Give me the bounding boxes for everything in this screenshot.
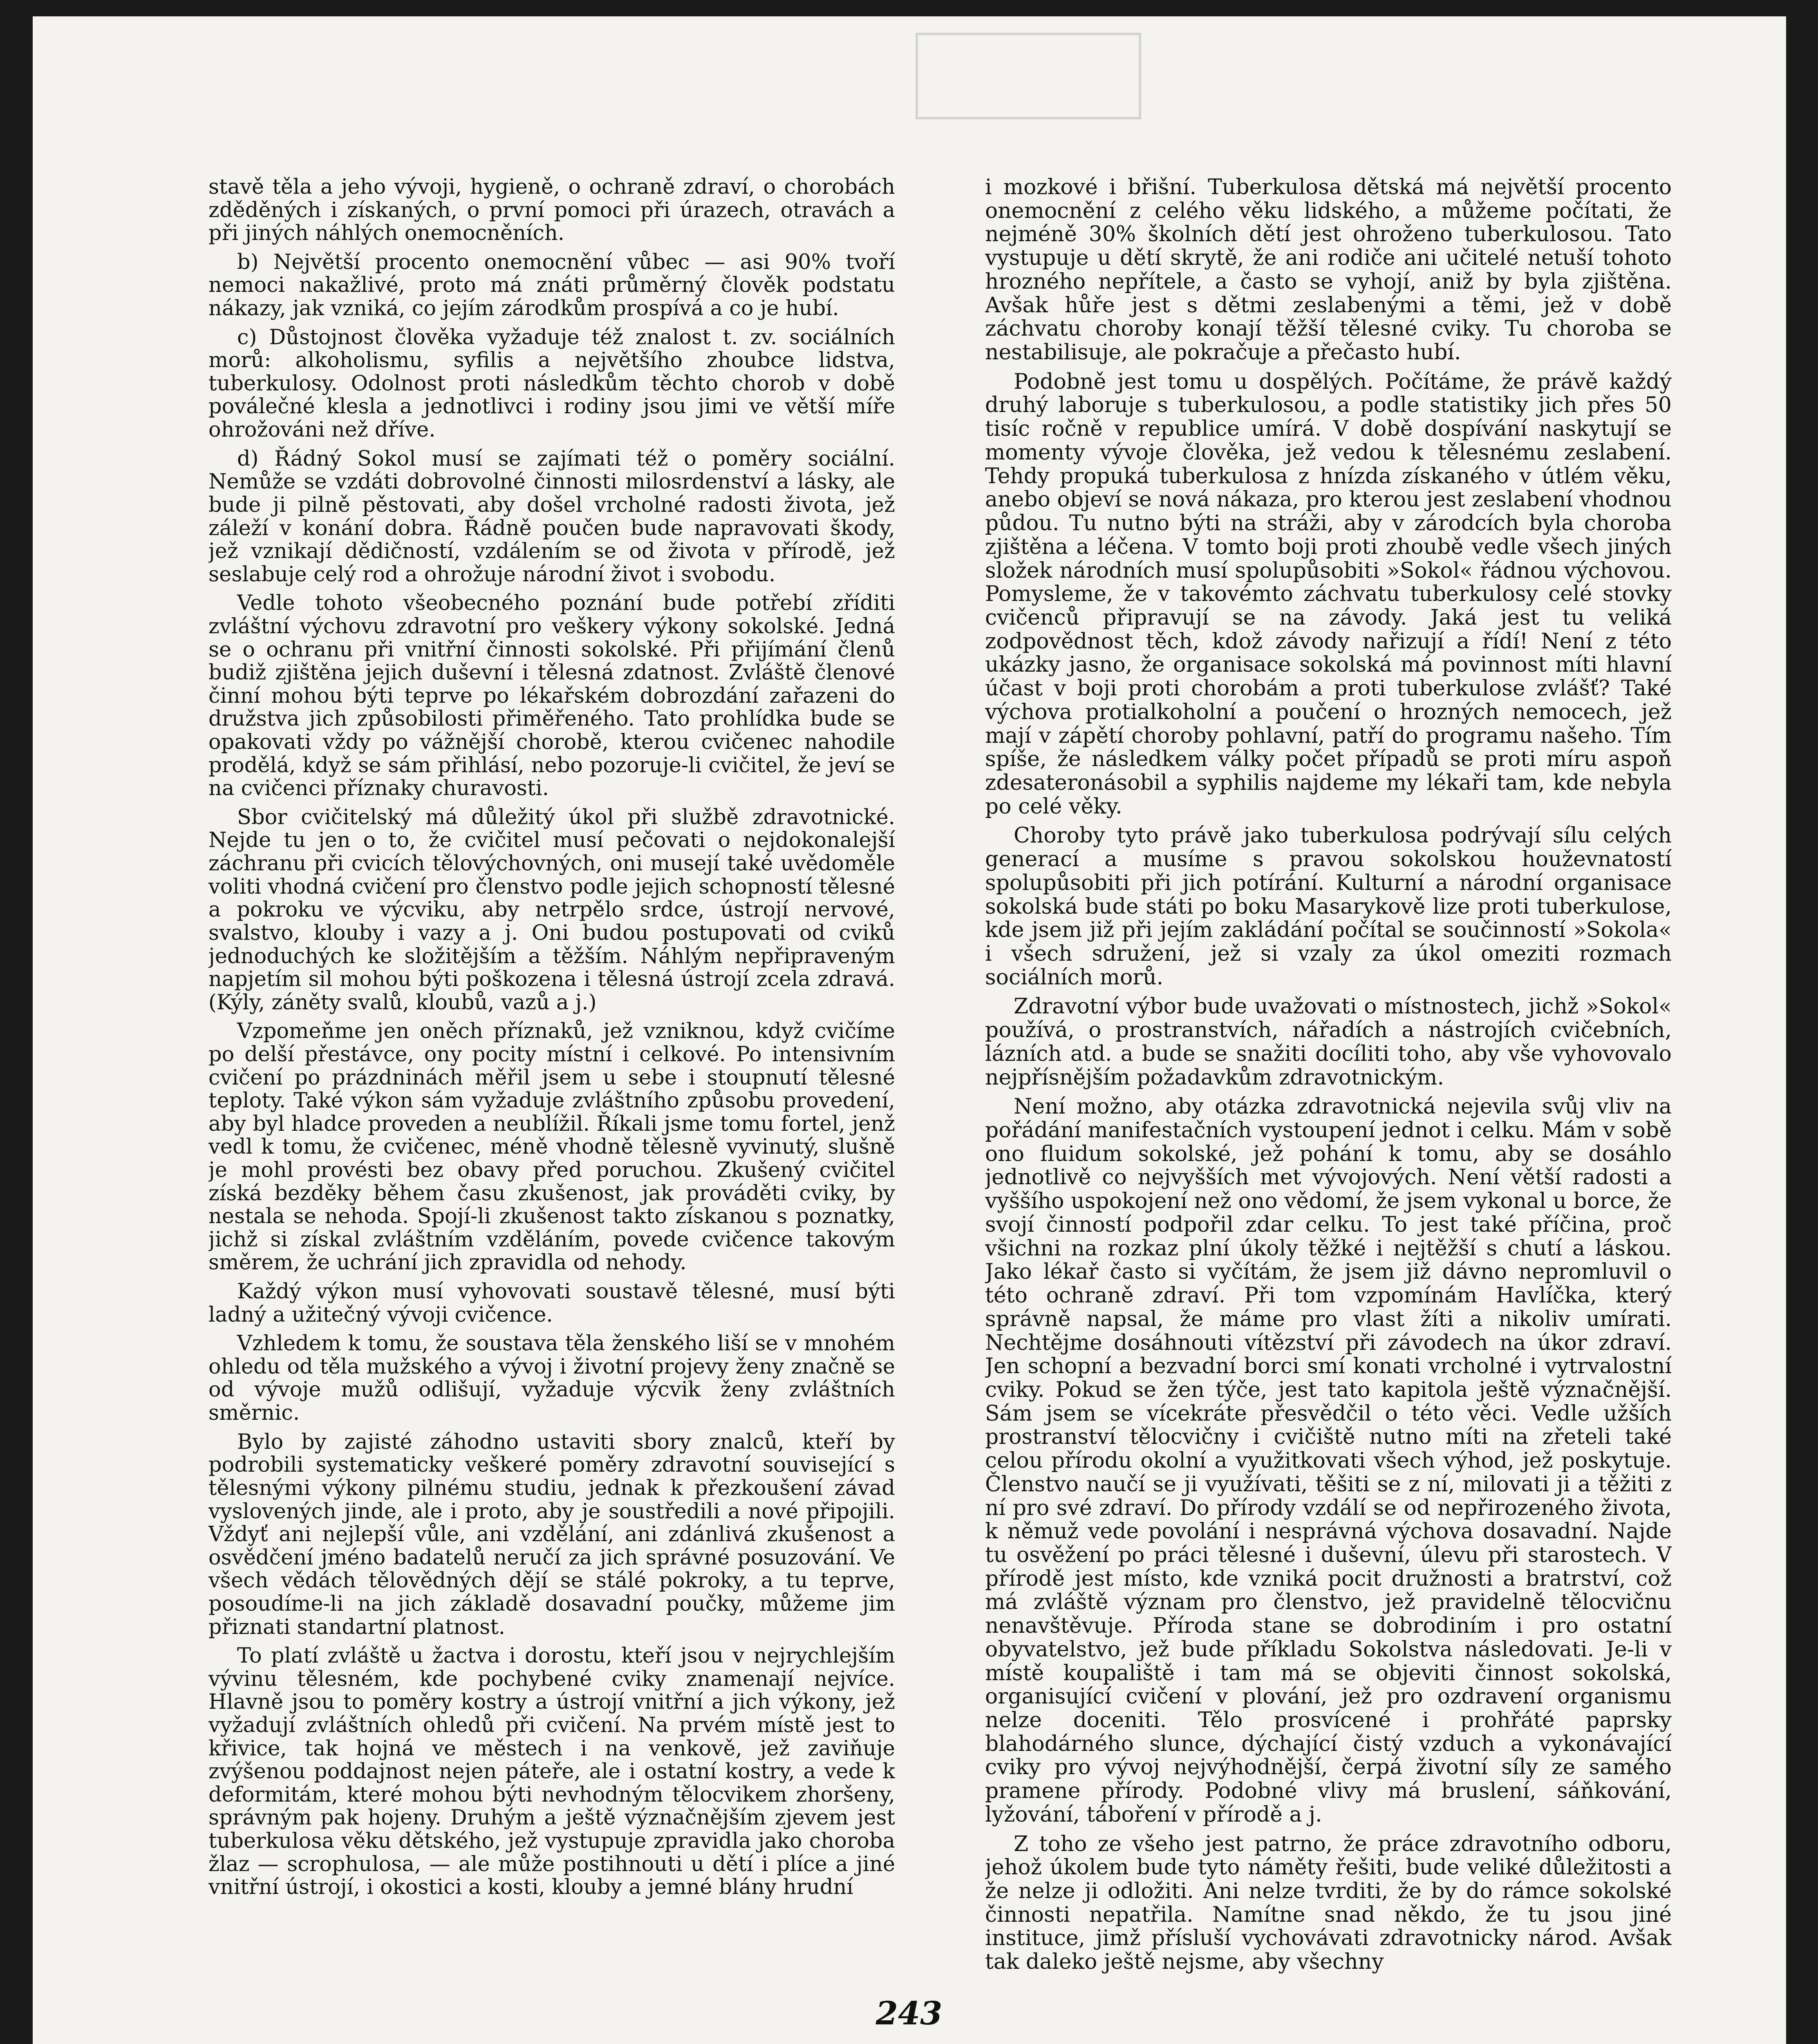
left-column [208,176,895,1987]
paragraph: Choroby tyto právě jako tuberkulosa podrývají sílu celých generací a musíme s pravou sokolskou houževnatostí spolupůsobiti při jich potírání. Kulturní a národní organisace sokolská bude státi po boku Masarykově lize proti tuberkulose, kde jsem již při jejím zakládání počítal se součinností »Sokola« i všech sdružení, jež si vzaly za úkol omeziti rozmach sociálních morů. [985,823,1672,990]
paragraph: To platí zvláště u žactva i dorostu, kteří jsou v nejrychlejším vývinu tělesném, kde pochybené cviky znamenají nejvíce. Hlavně jsou to poměry kostry a ústrojí vnitřní a jich výkony, jež vyžadují zvláštních ohledů při cvičení. Na prvém místě jest to křivice, tak hojná ve městech i na venkově, jež zaviňuje zvýšenou poddajnost nejen páteře, ale i ostatní kostry, a vede k deformitám, které mohou býti nevhodným tělocvikem zhoršeny, správným pak hojeny. Druhým a ještě význačnějším zjevem jest tuberkulosa věku dětského, jež vystupuje zpravidla jako choroba žlaz — scrophulosa, — ale může postihnouti u dětí i plíce a jiné vnitřní ústrojí, i okostici a kosti, klouby a jemné blány hrudní [208,1644,895,1900]
paragraph: Sbor cvičitelský má důležitý úkol při službě zdravotnické. Nejde tu jen o to, že cvičitel musí pečovati o nejdokonalejší záchranu při cvicích tělovýchovných, oni musejí také uvědoměle voliti vhodná cvičení pro členstvo podle jejich schopností tělesné a pokroku ve výcviku, aby netrpělo srdce, ústrojí nervové, svalstvo, klouby i vazy a j. Oni budou postupovati od cviků jednoduchých ke složitějším a těžším. Náhlým nepřipraveným napjetím sil mohou býti poškozena i tělesná ústrojí zcela zdravá. (Kýly, záněty svalů, kloubů, vazů a j.) [208,805,895,1015]
printed-page [33,16,1786,2044]
library-stamp [916,33,1141,119]
paragraph: Vedle tohoto všeobecného poznání bude potřebí zříditi zvláštní výchovu zdravotní pro veškery výkony sokolské. Jedná se o ochranu při vnitřní činnosti sokolské. Při přijímání členů budiž zjištěna jejich duševní i tělesná zdatnost. Zvláště členové činní mohou býti teprve po lékařském dobrozdání zařazeni do družstva jich způsobilosti přiměřeného. Tato prohlídka bude se opakovati vždy po vážnější chorobě, kterou cvičenec nahodile prodělá, když se sám přihlásí, nebo pozoruje-li cvičitel, že jeví se na cvičenci příznaky churavosti. [208,591,895,801]
paragraph: d) Řádný Sokol musí se zajímati též o poměry sociální. Nemůže se vzdáti dobrovolné činnosti milosrdenství a lásky, ale bude ji pilně pěstovati, aby došel vrcholné radosti života, jež záleží v konání dobra. Řádně poučen bude napravovati škody, jež vznikají dědičností, vzdálením se od života v přírodě, jež seslabuje celý rod a ohrožuje národní život i svobodu. [208,446,895,587]
paragraph: c) Důstojnost člověka vyžaduje též znalost t. zv. sociálních morů: alkoholismu, syfilis a největšího zhoubce lidstva, tuberkulosy. Odolnost proti následkům těchto chorob v době poválečné klesla a jednotlivci i rodiny jsou jimi ve větší míře ohrožováni než dříve. [208,325,895,442]
page-number: 243 [875,1995,943,2032]
paragraph: Vzhledem k tomu, že soustava těla ženského liší se v mnohém ohledu od těla mužského a vývoj i životní projevy ženy značně se od vývoje mužů odlišují, vyžaduje výcvik ženy zvláštních směrnic. [208,1331,895,1425]
paragraph: Vzpomeňme jen oněch příznaků, jež vzniknou, když cvičíme po delší přestávce, ony pocity místní i celkové. Po intensivním cvičení po prázdninách měřil jsem u sebe i stoupnutí tělesné teploty. Také výkon sám vyžaduje zvláštního způsobu provedení, aby byl hladce proveden a neublížil. Říkali jsme tomu fortel, jenž vedl k tomu, že cvičenec, méně vhodně tělesně vyvinutý, slušně je mohl provésti bez obavy před poruchou. Zkušený cvičitel získá bezděky během času zkušenost, jak prováděti cviky, by nestala se nehoda. Spojí-li zkušenost takto získanou s poznatky, jichž si získal zvláštním vzděláním, povede cvičence takovým směrem, že uchrání jich zpravidla od nehody. [208,1019,895,1275]
paragraph: Podobně jest tomu u dospělých. Počítáme, že právě každý druhý laboruje s tuberkulosou, a podle statistiky jich přes 50 tisíc ročně v republice umírá. V době dospívání naskytují se momenty vývoje člověka, jež vedou k tělesnému zeslabení. Tehdy propuká tuberkulosa z hnízda získaného v útlém věku, anebo objeví se nová nákaza, pro kterou jest zeslabení vhodnou půdou. Tu nutno býti na stráži, aby v zárodcích byla choroba zjištěna a léčena. V tomto boji proti zhoubě vedle všech jiných složek národních musí spolupůsobiti »Sokol« řádnou výchovou. Pomysleme, že v takovémto záchvatu tuberkulosy celé stovky cvičenců připravují se na závody. Jaká jest tu veliká zodpovědnost těch, kdož závody nařizují a řídí! Není z této ukázky jasno, že organisace sokolská má povinnost míti hlavní účast v boji proti chorobám a proti tuberkulose zvlášť? Také výchova protialkoholní a poučení o hrozných nemocech, jež mají v zápětí choroby pohlavní, patří do programu našeho. Tím spíše, že následkem války počet případů se proti míru aspoň zdesateronásobil a syphilis najdeme my lékaři tam, kde nebyla po celé věky. [985,369,1672,819]
paragraph: i mozkové i břišní. Tuberkulosa dětská má největší procento onemocnění z celého věku lidského, a můžeme počítati, že nejméně 30% školních dětí jest ohroženo tuberkulosou. Tato vystupuje u dětí skrytě, že ani rodiče ani učitelé netuší tohoto hrozného nepřítele, a často se vyhojí, aniž by byla zjištěna. Avšak hůře jest s dětmi zeslabenými a těmi, jež v době záchvatu choroby konají těžší tělesné cviky. Tu choroba se nestabilisuje, ale pokračuje a přečasto hubí. [985,176,1672,365]
paragraph: b) Největší procento onemocnění vůbec — asi 90% tvoří nemoci nakažlivé, proto má znáti průměrný člověk podstatu nákazy, jak vzniká, co jejím zárodkům prospívá a co je hubí. [208,250,895,321]
paragraph: Každý výkon musí vyhovovati soustavě tělesné, musí býti ladný a užitečný vývoji cvičence. [208,1280,895,1327]
right-column [985,176,1672,1987]
paragraph: Není možno, aby otázka zdravotnická nejevila svůj vliv na pořádání manifestačních vystoupení jednot i celku. Mám v sobě ono fluidum sokolské, jež pohání k tomu, aby se dosáhlo jednotlivě co nejvyšších met vývojových. Není větší radosti a vyššího uspokojení než ono vědomí, že jsem vykonal u borce, že svojí činností podpořil zdar celku. To jest také příčina, proč všichni na rozkaz plní úkoly těžké i nejtěžší s chutí a láskou. Jako lékař často si vyčítám, že jsem již dávno nepromluvil o této ochraně zdraví. Při tom vzpomínám Havlíčka, který správně napsal, že máme pro vlast žíti a nikoliv umírati. Nechtějme dosáhnouti vítězství při závodech na úkor zdraví. Jen schopní a bezvadní borci smí konati vrcholné i vytrvalostní cviky. Pokud se žen týče, jest tato kapitola ještě význačnější. Sám jsem se vícekráte přesvědčil o této věci. Vedle užších prostranství tělocvičny i cvičiště nutno míti na zřeteli také celou přírodu okolní a využitkovati všech výhod, jež poskytuje. Členstvo naučí se ji využívati, těšiti se z ní, milovati ji a těžiti z ní pro své zdraví. Do přírody vzdálí se od nepřirozeného života, k němuž vede povolání i nesprávná výchova dosavadní. Najde tu osvěžení po práci tělesné i duševní, úlevu při starostech. V přírodě jest místo, kde vzniká pocit družnosti a bratrství, což má zvláště význam pro členstvo, jež pravidelně tělocvičnu nenavštěvuje. Příroda stane se dobrodiním i pro ostatní obyvatelstvo, jež bude příkladu Sokolstva následovati. Je-li v místě koupaliště i tam má se objeviti činnost sokolská, organisující cvičení v plování, jež pro ozdravení organismu nelze doceniti. Tělo prosvícené i prohřáté paprsky blahodárného slunce, dýchající čistý vzduch a vykonávající cviky pro vývoj nejvýhodnější, čerpá životní síly ze samého pramene přírody. Podobné vlivy má bruslení, sáňkování, lyžování, táboření v přírodě a j. [985,1094,1672,1827]
paragraph: Zdravotní výbor bude uvažovati o místnostech, jichž »Sokol« používá, o prostranstvích, nářadích a nástrojích cvičebních, lázních atd. a bude se snažiti docíliti toho, aby vše vyhovovalo nejpřísnějším požadavkům zdravotnickým. [985,994,1672,1090]
paragraph: stavě těla a jeho vývoji, hygieně, o ochraně zdraví, o chorobách zděděných i získaných, o první pomoci při úrazech, otravách a při jiných náhlých onemocněních. [208,176,895,246]
paragraph: Bylo by zajisté záhodno ustaviti sbory znalců, kteří by podrobili systematicky veškeré poměry zdravotní související s tělesnými výkony pilnému studiu, jednak k přezkoušení závad vyslovených jinde, ale i proto, aby je soustředili a nové připojili. Vždyť ani nejlepší vůle, ani vzdělání, ani zdánlivá zkušenost a osvědčení jméno badatelů neručí za jich správné posuzování. Ve všech vědách tělovědných dějí se stálé pokroky, a tu teprve, posoudíme-li na jich základě dosavadní poučky, můžeme jim přiznati standartní platnost. [208,1430,895,1639]
paragraph: Z toho ze všeho jest patrno, že práce zdravotního odboru, jehož úkolem bude tyto náměty řešiti, bude veliké důležitosti a že nelze ji odložiti. Ani nelze tvrditi, že by do rámce sokolské činnosti nepatřila. Namítne snad někdo, že tu jsou jiné instituce, jimž přísluší vychovávati zdravotnicky národ. Avšak tak daleko ještě nejsme, aby všechny [985,1831,1672,1975]
